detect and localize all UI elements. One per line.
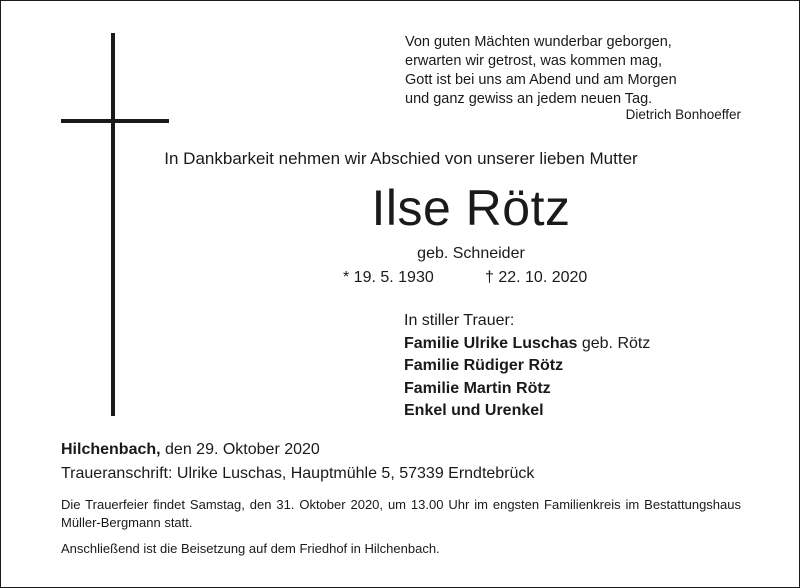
poem-line: und ganz gewiss an jedem neuen Tag.	[405, 91, 653, 107]
intro-text: In Dankbarkeit nehmen wir Abschied von unserer lieben Mutter	[164, 149, 638, 168]
ceremony-info: Die Trauerfeier findet Samstag, den 31. Oktober 2020, um 13.00 Uhr im engsten Familienkreis im Bestattungshaus Müller-Bergmann statt.	[61, 497, 741, 530]
mourners-heading: In stiller Trauer:	[404, 312, 515, 329]
mourner-family-suffix: geb. Rötz	[577, 334, 651, 352]
poem	[405, 33, 677, 109]
poem-author: Dietrich Bonhoeffer	[625, 107, 741, 122]
poem-line: Gott ist bei uns am Abend und am Morgen	[405, 72, 677, 88]
mourning-address: Traueranschrift: Ulrike Luschas, Hauptmühle 5, 57339 Erndtebrück	[61, 465, 535, 482]
death-date: † 22. 10. 2020	[485, 269, 588, 286]
maiden-name: geb. Schneider	[417, 245, 525, 262]
mourner-family	[404, 333, 650, 356]
mourner-family-name: Familie Ulrike Luschas	[404, 334, 578, 352]
deceased-name: Ilse Rötz	[371, 180, 571, 236]
notice-date: den 29. Oktober 2020	[160, 441, 320, 458]
birth-date: * 19. 5. 1930	[343, 269, 434, 286]
mourner-family: Enkel und Urenkel	[404, 402, 544, 419]
place-date	[61, 441, 320, 459]
poem-line: Von guten Mächten wunderbar geborgen,	[405, 34, 672, 50]
place-name: Hilchenbach,	[61, 441, 161, 458]
burial-info: Anschließend ist die Beisetzung auf dem Friedhof in Hilchenbach.	[61, 541, 440, 556]
mourner-family: Familie Rüdiger Rötz	[404, 357, 564, 374]
poem-line: erwarten wir getrost, was kommen mag,	[405, 53, 663, 69]
mourners-list	[404, 310, 650, 423]
cross-icon-horizontal	[61, 119, 169, 123]
mourner-family: Familie Martin Rötz	[404, 379, 551, 397]
